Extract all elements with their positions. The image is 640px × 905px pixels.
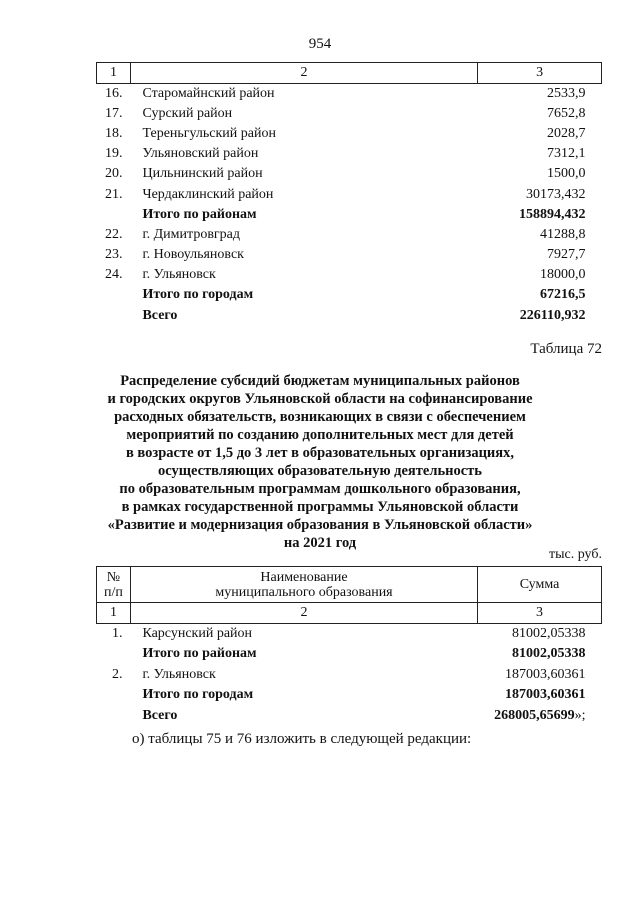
row-number <box>97 104 131 124</box>
row-name <box>130 164 477 184</box>
row-value <box>478 164 602 184</box>
row-name <box>130 84 477 104</box>
row-number <box>97 306 131 326</box>
row-name <box>130 225 477 245</box>
row-number <box>97 285 131 305</box>
column-index-1: 1 <box>97 603 131 624</box>
row-value-text: 81002,05338 <box>512 646 586 662</box>
row-name-text: г. Ульяновск <box>142 666 216 682</box>
row-value-text: 158894,432 <box>519 206 586 222</box>
row-name <box>130 184 477 204</box>
caption-line: в возрасте от 1,5 до 3 лет в образовательных организациях, <box>125 445 515 461</box>
row-value-text: 67216,5 <box>540 287 586 303</box>
row-name <box>130 685 477 706</box>
subsidy-table-2021 <box>96 566 602 726</box>
row-value <box>478 624 602 645</box>
row-number <box>97 84 131 104</box>
table-row <box>97 164 602 184</box>
table-column-index-row <box>97 63 602 84</box>
row-number <box>97 624 131 645</box>
row-name-text: Итого по районам <box>142 646 257 662</box>
amendment-text: о) таблицы 75 и 76 изложить в следующей редакции: <box>132 731 472 747</box>
row-number <box>97 225 131 245</box>
row-value <box>478 184 602 204</box>
caption-line: расходных обязательств, возникающих в связи с обеспечением <box>114 409 526 425</box>
row-value-text: 187003,60361 <box>505 666 586 682</box>
row-value <box>478 245 602 265</box>
caption-line: по образовательным программам дошкольного образования, <box>119 481 521 497</box>
caption-line: и городских округов Ульяновской области на софинансирование <box>107 391 533 407</box>
row-value <box>478 265 602 285</box>
table-row <box>97 184 602 204</box>
column-index-2: 2 <box>130 603 477 624</box>
column-index-3: 3 <box>478 603 602 624</box>
row-number-text: 17. <box>104 105 123 121</box>
table-caption <box>70 372 570 552</box>
row-number-text: 20. <box>104 166 123 182</box>
row-name-text: г. Ульяновск <box>142 267 216 283</box>
subsidy-table-continued <box>96 62 602 326</box>
column-index-2: 2 <box>130 63 477 84</box>
row-value-text: 41288,8 <box>540 226 586 242</box>
row-value-text: 187003,60361 <box>505 687 586 703</box>
closing-quote: »; <box>574 707 586 723</box>
row-name-text: Ульяновский район <box>142 146 259 162</box>
row-name-text: Всего <box>142 307 178 323</box>
header-number-line1: № <box>106 569 121 585</box>
row-name <box>130 624 477 645</box>
row-value <box>478 84 602 104</box>
row-name-text: Карсунский район <box>142 626 253 641</box>
row-value <box>478 644 602 665</box>
row-number-text: 18. <box>104 125 123 141</box>
page-number: 954 <box>308 36 332 52</box>
column-index-1: 1 <box>97 63 131 84</box>
row-number <box>97 265 131 285</box>
row-number <box>97 644 131 665</box>
row-number <box>97 245 131 265</box>
row-name <box>130 306 477 326</box>
row-number-text: 1. <box>111 626 123 641</box>
row-value <box>478 285 602 305</box>
row-number <box>97 205 131 225</box>
row-name <box>130 706 477 727</box>
row-value-text: 7312,1 <box>547 146 586 162</box>
row-number <box>97 144 131 164</box>
caption-line: осуществляющих образовательную деятельность <box>158 463 482 479</box>
row-name-text: Сурский район <box>142 105 233 121</box>
row-name-text: Старомайнский район <box>142 85 275 101</box>
caption-line: мероприятий по созданию дополнительных мест для детей <box>126 427 514 443</box>
row-value <box>478 665 602 686</box>
table-row <box>97 104 602 124</box>
table-row <box>97 245 602 265</box>
header-name-line2: муниципального образования <box>215 584 393 600</box>
table-row <box>97 665 602 686</box>
caption-line: «Развитие и модернизация образования в Ульяновской области» <box>107 517 533 533</box>
row-name-text: Итого по районам <box>142 206 257 222</box>
table-column-index-row <box>97 603 602 624</box>
row-number <box>97 685 131 706</box>
row-value-text: 2533,9 <box>547 85 586 101</box>
caption-line: Распределение субсидий бюджетам муниципальных районов <box>120 373 520 389</box>
row-name-text: Чердаклинский район <box>142 186 274 202</box>
row-name-text: г. Димитровград <box>142 226 241 242</box>
row-number-text: 24. <box>104 267 123 283</box>
header-name <box>130 567 477 603</box>
row-name <box>130 265 477 285</box>
row-value <box>478 144 602 164</box>
table-row <box>97 306 602 326</box>
header-number <box>97 567 131 603</box>
units-label: тыс. руб. <box>549 547 602 562</box>
row-number <box>97 706 131 727</box>
row-value <box>478 104 602 124</box>
row-name-text: Цильнинский район <box>142 166 263 182</box>
table-number-label: Таблица 72 <box>530 341 602 357</box>
row-number-text: 2. <box>111 666 123 682</box>
header-sum: Сумма <box>478 567 602 603</box>
row-value-text: 7927,7 <box>547 247 586 263</box>
row-name <box>130 124 477 144</box>
row-value <box>478 685 602 706</box>
row-number-text: 19. <box>104 146 123 162</box>
row-name <box>130 245 477 265</box>
table-row <box>97 144 602 164</box>
table-row <box>97 706 602 727</box>
row-number <box>97 124 131 144</box>
row-name-text: Всего <box>142 707 178 723</box>
row-number <box>97 665 131 686</box>
row-name <box>130 644 477 665</box>
table-row <box>97 225 602 245</box>
row-name <box>130 205 477 225</box>
row-name-text: Итого по городам <box>142 287 254 303</box>
table-row <box>97 84 602 104</box>
row-name <box>130 285 477 305</box>
row-name-text: Тереньгульский район <box>142 125 276 141</box>
row-name <box>130 104 477 124</box>
column-index-3: 3 <box>478 63 602 84</box>
row-number-text: 16. <box>104 85 123 101</box>
row-number-text: 22. <box>104 226 123 242</box>
row-value-text: 1500,0 <box>547 166 586 182</box>
row-value <box>478 306 602 326</box>
table-header-row <box>97 567 602 603</box>
row-value-text: 7652,8 <box>547 105 586 121</box>
header-name-line1: Наименование <box>260 569 348 585</box>
row-value <box>478 225 602 245</box>
row-name <box>130 144 477 164</box>
row-number <box>97 164 131 184</box>
row-number-text: 23. <box>104 247 123 263</box>
row-number <box>97 184 131 204</box>
row-value-text: 226110,932 <box>519 307 586 323</box>
caption-line: на 2021 год <box>283 535 357 551</box>
row-value <box>478 205 602 225</box>
table-row <box>97 624 602 645</box>
row-value <box>478 124 602 144</box>
row-value-text: 81002,05338 <box>512 626 586 641</box>
row-name-text: Итого по городам <box>142 687 254 703</box>
row-value-text: 2028,7 <box>547 125 586 141</box>
row-name <box>130 665 477 686</box>
row-value-text: 18000,0 <box>540 267 586 283</box>
table-row <box>97 685 602 706</box>
row-value-text: 30173,432 <box>526 186 586 202</box>
row-value <box>478 706 602 727</box>
table-row <box>97 124 602 144</box>
table-row <box>97 205 602 225</box>
header-number-line2: п/п <box>104 584 123 600</box>
row-name-text: г. Новоульяновск <box>142 247 244 263</box>
table-row <box>97 644 602 665</box>
table-row <box>97 265 602 285</box>
caption-line: в рамках государственной программы Ульяновской области <box>121 499 519 515</box>
row-value-text: 268005,65699 <box>494 707 575 723</box>
row-number-text: 21. <box>104 186 123 202</box>
table-row <box>97 285 602 305</box>
